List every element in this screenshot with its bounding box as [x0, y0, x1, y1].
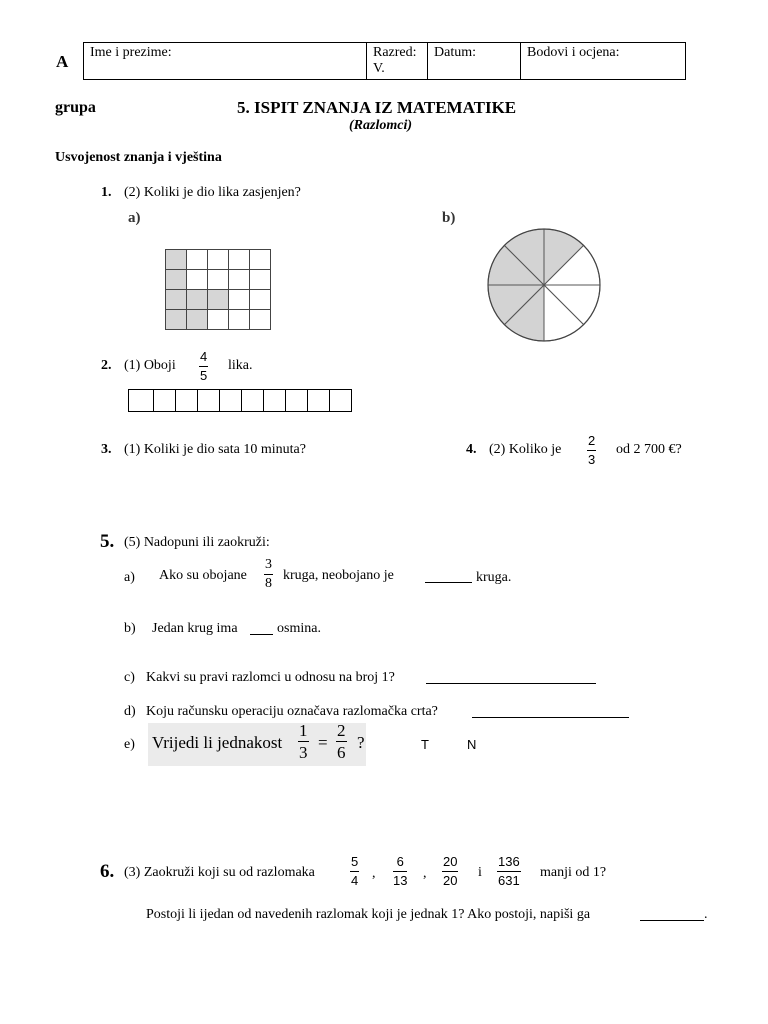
fraction-numerator: 1: [299, 721, 308, 740]
group-word: grupa: [55, 99, 96, 116]
q5d-label: d): [124, 704, 136, 719]
fraction-denominator: 6: [337, 743, 346, 762]
score-field[interactable]: [521, 43, 685, 79]
fraction-denominator: 3: [588, 452, 596, 467]
name-field[interactable]: [84, 43, 367, 79]
q5a-mid: kruga, neobojano je: [283, 568, 394, 583]
fraction-numerator: 6: [396, 854, 404, 869]
q1-label-b: b): [442, 210, 456, 226]
fraction-denominator: 13: [393, 873, 408, 888]
q2-pre: (1) Oboji: [124, 358, 176, 373]
q5d-answer-blank[interactable]: [472, 717, 629, 718]
q4-fraction: [587, 434, 596, 467]
q6-answer-blank[interactable]: [640, 920, 704, 921]
fraction-denominator: 631: [498, 873, 520, 888]
q5c-text: Kakvi su pravi razlomci u odnosu na broj 1?: [146, 670, 395, 685]
q6-fraction-2[interactable]: [393, 855, 407, 888]
fraction-numerator: 2: [588, 433, 596, 448]
q5e-pre: Vrijedi li jednakost: [152, 733, 283, 752]
q3-text: (1) Koliki je dio sata 10 minuta?: [124, 442, 306, 457]
q6-and: i: [478, 865, 482, 880]
q6-pre: (3) Zaokruži koji su od razlomaka: [124, 865, 315, 880]
fraction-numerator: 3: [265, 557, 272, 572]
fraction-denominator: 5: [200, 368, 208, 383]
q5a-post: kruga.: [476, 570, 512, 585]
q5e-fraction-1: [298, 722, 309, 761]
q6-follow-end: .: [704, 907, 708, 922]
student-info-table: [83, 42, 686, 80]
q5-number: 5.: [100, 531, 115, 552]
color-strip[interactable]: [128, 389, 351, 412]
q5e-option-false[interactable]: N: [467, 737, 477, 752]
q6-fraction-1[interactable]: [350, 855, 359, 888]
q5b-post: osmina.: [277, 621, 321, 636]
q5e-label: e): [124, 737, 135, 752]
q3-number: 3.: [101, 442, 112, 457]
q6-separator: ,: [423, 866, 427, 881]
q2-number: 2.: [101, 358, 112, 373]
q5b-pre: Jedan krug ima: [152, 621, 238, 636]
q1-label-a: a): [128, 210, 141, 226]
fraction-numerator: 4: [200, 349, 208, 364]
fraction-denominator: 8: [265, 576, 272, 591]
q4-pre: (2) Koliko je: [489, 442, 562, 457]
class-field[interactable]: [367, 43, 428, 79]
q4-number: 4.: [466, 442, 477, 457]
q6-follow-up: Postoji li ijedan od navedenih razlomak koji je jednak 1? Ako postoji, napiši ga: [146, 907, 591, 922]
q5c-answer-blank[interactable]: [426, 683, 596, 684]
page-title: 5. ISPIT ZNANJA IZ MATEMATIKE: [237, 98, 517, 117]
section-title: Usvojenost znanja i vještina: [55, 150, 222, 165]
score-label: Bodovi i ocjena:: [527, 45, 620, 60]
shaded-circle-figure: [486, 227, 602, 343]
fraction-denominator: 4: [351, 873, 359, 888]
class-label: Razred:: [373, 45, 417, 60]
fraction-numerator: 20: [443, 854, 458, 869]
q5d-text: Koju računsku operaciju označava razlomačka crta?: [146, 704, 438, 719]
q5a-answer-blank[interactable]: [425, 582, 472, 583]
q5a-fraction: [264, 558, 273, 591]
q5e-option-true[interactable]: T: [421, 737, 429, 752]
q5b-answer-blank[interactable]: [250, 634, 273, 635]
q5e-equals: =: [318, 733, 328, 752]
q5e-fraction-2: [336, 722, 347, 761]
fraction-denominator: 20: [443, 873, 458, 888]
q5e-question-mark: ?: [357, 733, 365, 752]
class-value: V.: [373, 61, 385, 76]
q1-text: (2) Koliki je dio lika zasjenjen?: [124, 185, 301, 200]
q5a-label: a): [124, 570, 135, 585]
fraction-numerator: 136: [498, 854, 520, 869]
q4-post: od 2 700 €?: [616, 442, 682, 457]
q1-number: 1.: [101, 185, 112, 200]
q2-fraction: [199, 350, 208, 383]
q5c-label: c): [124, 670, 135, 685]
fraction-numerator: 5: [351, 854, 359, 869]
page-subtitle: (Razlomci): [349, 118, 412, 133]
fraction-denominator: 3: [299, 743, 308, 762]
q6-fraction-3[interactable]: [442, 855, 458, 888]
q6-post: manji od 1?: [540, 865, 607, 880]
date-field[interactable]: [428, 43, 521, 79]
q6-fraction-4[interactable]: [497, 855, 521, 888]
date-label: Datum:: [434, 45, 476, 60]
q5b-label: b): [124, 621, 136, 636]
q5-text: (5) Nadopuni ili zaokruži:: [124, 535, 270, 550]
group-letter: A: [56, 52, 69, 71]
q6-separator: ,: [372, 866, 376, 881]
q2-post: lika.: [228, 358, 253, 373]
shaded-grid-figure: [165, 249, 271, 330]
fraction-numerator: 2: [337, 721, 346, 740]
q5a-pre: Ako su obojane: [159, 568, 247, 583]
q6-number: 6.: [100, 861, 115, 882]
name-label: Ime i prezime:: [90, 45, 172, 60]
